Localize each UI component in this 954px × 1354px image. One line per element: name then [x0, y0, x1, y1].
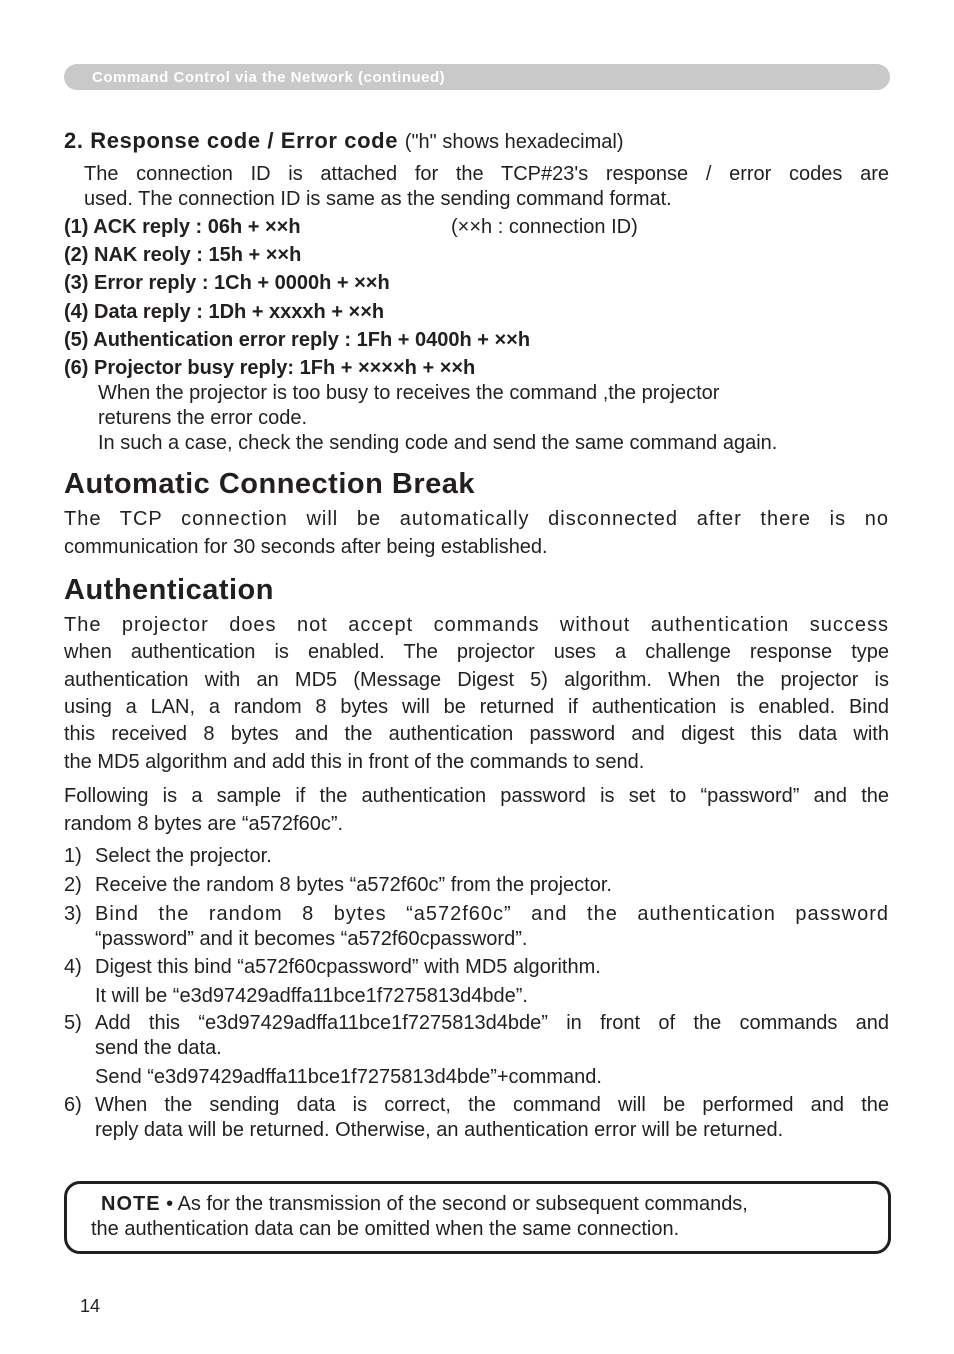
intro-line-2: used. The connection ID is same as the sending command format.: [84, 188, 672, 210]
auth-para-line: when authentication is enabled. The projector uses a challenge response type: [64, 641, 889, 663]
connection-id-note: (××h : connection ID): [451, 216, 638, 238]
step-text: reply data will be returned. Otherwise, an authentication error will be returned.: [95, 1119, 784, 1141]
note-line-2: the authentication data can be omitted when the same connection.: [91, 1218, 680, 1240]
hexadecimal-note: ("h" shows hexadecimal): [404, 131, 624, 153]
auto-break-line-2: communication for 30 seconds after being established.: [64, 536, 548, 558]
auth-para-line: the MD5 algorithm and add this in front of the commands to send.: [64, 751, 645, 773]
step-text: Bind the random 8 bytes “a572f60c” and the authentication password: [95, 903, 889, 925]
page-number: 14: [80, 1296, 101, 1316]
intro-line-1: The connection ID is attached for the TCP#23's response / error codes are: [84, 163, 889, 185]
busy-description-line-1: When the projector is too busy to receives the command ,the projector: [98, 382, 720, 404]
busy-description-line-3: In such a case, check the sending code and send the same command again.: [98, 432, 778, 454]
auth-para-line: using a LAN, a random 8 bytes will be returned if authentication is enabled. Bind: [64, 696, 889, 718]
auth-para-line: authentication with an MD5 (Message Digest 5) algorithm. When the projector is: [64, 669, 889, 691]
reply-ack: (1) ACK reply : 06h + ××h: [64, 216, 301, 238]
note-line-1: [101, 1192, 748, 1217]
auto-break-line-1: The TCP connection will be automatically disconnected after there is no: [64, 508, 889, 530]
step-text: “password” and it becomes “a572f60cpassword”.: [95, 928, 528, 950]
step-number: 1): [64, 845, 82, 867]
step-number: 4): [64, 956, 82, 978]
step-text: Select the projector.: [95, 845, 272, 867]
step-number: 2): [64, 874, 82, 896]
step-number: 3): [64, 903, 82, 925]
step-text: When the sending data is correct, the command will be performed and the: [95, 1094, 889, 1116]
note-label: NOTE: [101, 1193, 161, 1215]
reply-busy: (6) Projector busy reply: 1Fh + ××××h + ××h: [64, 357, 476, 379]
auth-para-line: this received 8 bytes and the authentication password and digest this data with: [64, 723, 889, 745]
step-text: Digest this bind “a572f60cpassword” with MD5 algorithm.: [95, 956, 601, 978]
response-code-heading-text: 2. Response code / Error code: [64, 128, 399, 153]
reply-error: (3) Error reply : 1Ch + 0000h + ××h: [64, 272, 390, 294]
reply-auth-error: (5) Authentication error reply : 1Fh + 0400h + ××h: [64, 329, 531, 351]
response-code-heading: [64, 128, 624, 154]
auto-break-heading: Automatic Connection Break: [64, 468, 475, 500]
sample-intro-line-1: Following is a sample if the authentication password is set to “password” and the: [64, 785, 889, 807]
sample-intro-line-2: random 8 bytes are “a572f60c”.: [64, 813, 344, 835]
auth-para-line: The projector does not accept commands without authentication success: [64, 614, 889, 636]
authentication-heading: Authentication: [64, 574, 274, 606]
note-text: • As for the transmission of the second or subsequent commands,: [160, 1193, 748, 1215]
step-text: Send “e3d97429adffa11bce1f7275813d4bde”+command.: [95, 1066, 602, 1088]
step-number: 6): [64, 1094, 82, 1116]
busy-description-line-2: returens the error code.: [98, 407, 307, 429]
reply-data: (4) Data reply : 1Dh + xxxxh + ××h: [64, 301, 385, 323]
step-number: 5): [64, 1012, 82, 1034]
step-text: send the data.: [95, 1037, 222, 1059]
section-header-title: Command Control via the Network (continued): [92, 69, 446, 86]
step-text: Add this “e3d97429adffa11bce1f7275813d4bde” in front of the commands and: [95, 1012, 889, 1034]
step-text: It will be “e3d97429adffa11bce1f7275813d4bde”.: [95, 985, 528, 1007]
reply-nak: (2) NAK reoly : 15h + ××h: [64, 244, 302, 266]
step-text: Receive the random 8 bytes “a572f60c” from the projector.: [95, 874, 612, 896]
